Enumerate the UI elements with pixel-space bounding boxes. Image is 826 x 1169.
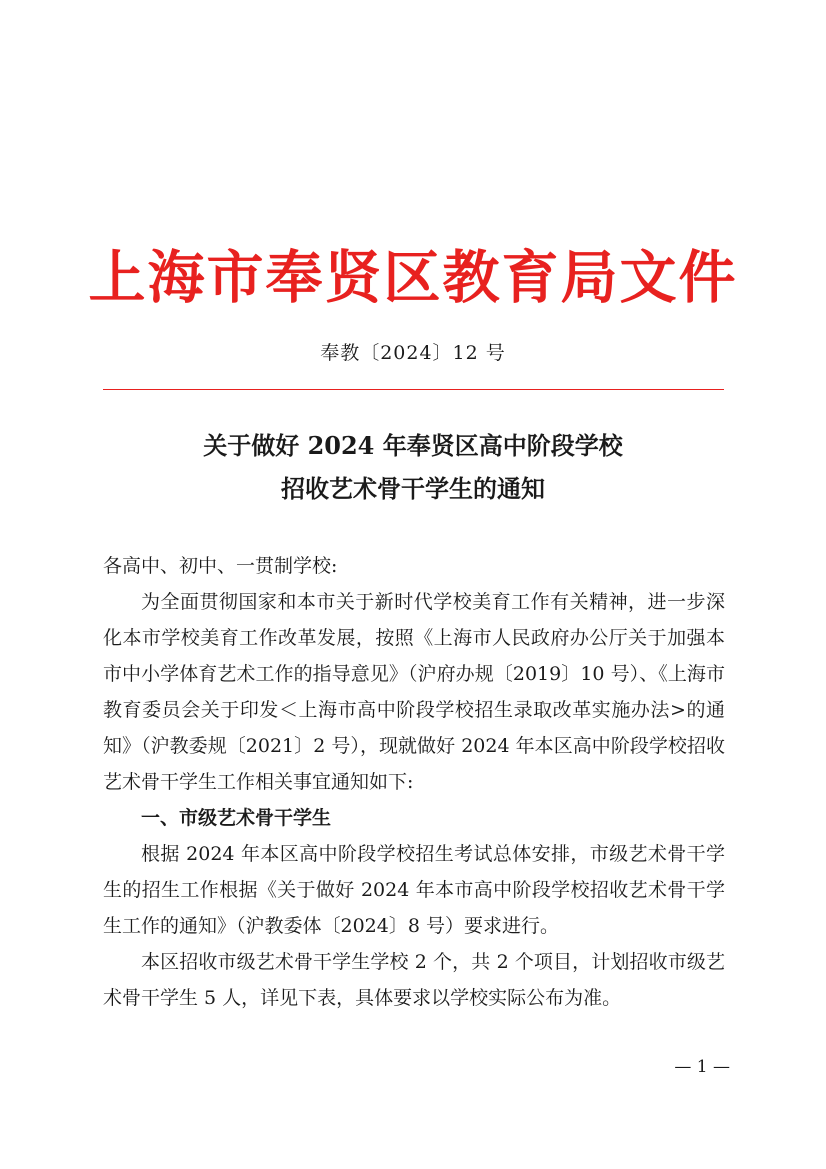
document-number: 奉教〔2024〕12 号 <box>320 342 506 364</box>
notice-title-line-2: 招收艺术骨干学生的通知 <box>281 474 545 503</box>
section-heading-1: 一、市级艺术骨干学生 <box>141 807 332 829</box>
document-body <box>103 548 725 1016</box>
paragraph-intro: 为全面贯彻国家和本市关于新时代学校美育工作有关精神，进一步深化本市学校美育工作改革发展，按照《上海市人民政府办公厅关于加强本市中小学体育艺术工作的指导意见》（沪府办规〔2019〕10 号）、《上海市教育委员会关于印发＜上海市高中阶段学校招生录取改革实施办法>的通知》（沪教委规〔2021〕2 号），现就做好 2024 年本区高中阶段学校招收艺术骨干学生工作相关事宜通知如下: <box>103 591 725 793</box>
salutation: 各高中、初中、一贯制学校: <box>103 555 338 577</box>
page-number: — 1 — <box>674 1057 730 1077</box>
document-header-title: 上海市奉贤区教育局文件 <box>88 245 738 311</box>
notice-title <box>0 424 826 510</box>
paragraph-section1-basis: 根据 2024 年本区高中阶段学校招生考试总体安排，市级艺术骨干学生的招生工作根据《关于做好 2024 年本市高中阶段学校招收艺术骨干学生工作的通知》（沪教委体〔2024〕8 号）要求进行。 <box>103 843 725 937</box>
paragraph-section1-plan: 本区招收市级艺术骨干学生学校 2 个，共 2 个项目，计划招收市级艺术骨干学生 5 人，详见下表，具体要求以学校实际公布为准。 <box>103 951 725 1009</box>
red-divider-line <box>103 389 724 390</box>
notice-title-line-1: 关于做好 2024 年奉贤区高中阶段学校 <box>203 431 623 460</box>
